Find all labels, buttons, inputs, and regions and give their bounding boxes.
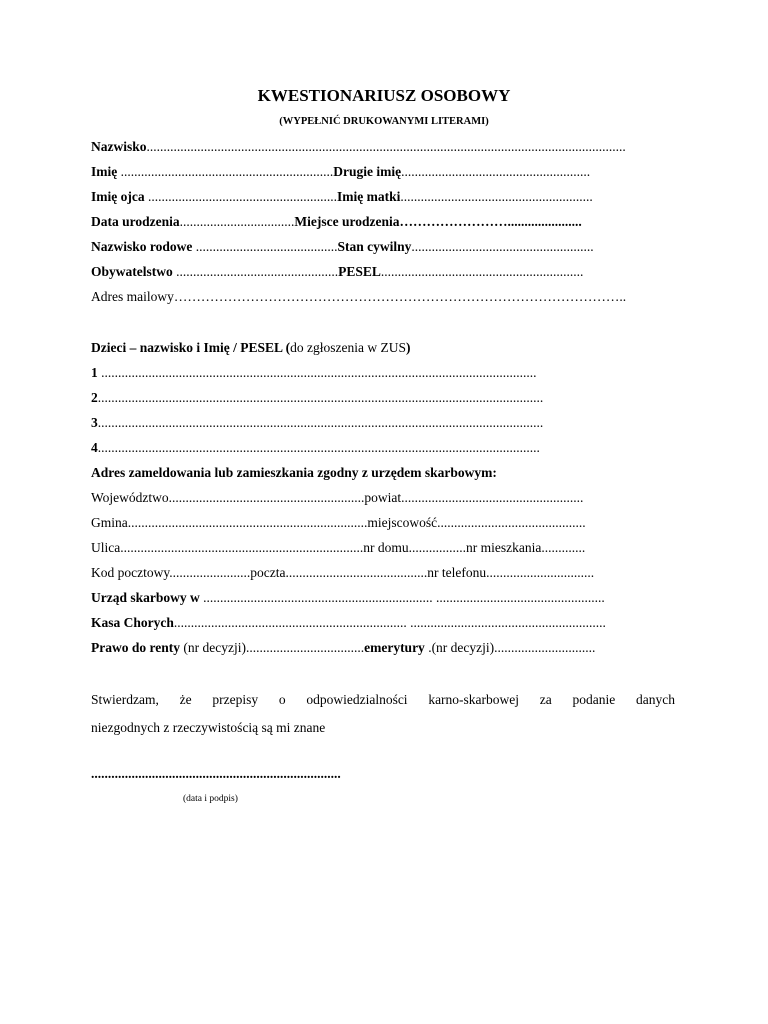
pesel-dots[interactable]: ............................................................ (380, 264, 584, 279)
child-row-3[interactable] (91, 412, 675, 437)
field-street[interactable] (91, 537, 675, 562)
pension-note: (nr decyzji) (180, 640, 246, 655)
spacer (91, 311, 675, 337)
citizenship-label: Obywatelstwo (91, 264, 173, 279)
child-dots[interactable]: ................................................................................................................................. (97, 365, 537, 380)
phone-dots[interactable]: ................................ (486, 565, 595, 580)
house-number-label: nr domu (363, 540, 409, 555)
children-heading (91, 337, 675, 362)
pesel-label: PESEL (338, 264, 381, 279)
mother-name-label: Imię matki (336, 189, 401, 204)
birth-place-dots[interactable]: ……………………...................... (399, 214, 582, 229)
post-office-dots[interactable]: .......................................... (285, 565, 428, 580)
postal-code-label: Kod pocztowy (91, 565, 170, 580)
house-number-dots[interactable]: ................. (408, 540, 466, 555)
child-row-4[interactable] (91, 437, 675, 462)
voivodeship-label: Województwo (91, 490, 169, 505)
street-label: Ulica (91, 540, 121, 555)
field-postal[interactable] (91, 562, 675, 587)
child-dots[interactable]: .................................................................................................................................... (97, 390, 544, 405)
pension-label: Prawo do renty (91, 640, 180, 655)
birth-place-label: Miejsce urodzenia (294, 214, 400, 229)
field-birth[interactable] (91, 211, 675, 236)
town-dots[interactable]: ............................................ (437, 515, 586, 530)
field-commune-town[interactable] (91, 512, 675, 537)
county-label: powiat (364, 490, 402, 505)
first-name-label: Imię (91, 164, 118, 179)
child-row-2[interactable] (91, 387, 675, 412)
marital-status-label: Stan cywilny (337, 239, 412, 254)
document-title: KWESTIONARIUSZ OSOBOWY (257, 86, 511, 105)
child-number: 1 (91, 365, 98, 380)
flat-number-label: nr mieszkania (466, 540, 542, 555)
field-email[interactable] (91, 286, 675, 311)
commune-dots[interactable]: ....................................................................... (127, 515, 368, 530)
commune-label: Gmina (91, 515, 128, 530)
county-dots[interactable]: ...................................................... (401, 490, 584, 505)
retirement-note: .(nr decyzji) (424, 640, 495, 655)
field-pension[interactable] (91, 637, 675, 662)
email-label: Adres mailowy (91, 289, 174, 304)
retirement-label: emerytury (364, 640, 425, 655)
town-label: miejscowość (367, 515, 438, 530)
phone-label: nr telefonu (427, 565, 487, 580)
voivodeship-dots[interactable]: .......................................................... (168, 490, 365, 505)
mother-name-dots[interactable]: ......................................................... (400, 189, 593, 204)
father-name-dots[interactable]: ........................................................ (144, 189, 337, 204)
postal-code-dots[interactable]: ........................ (169, 565, 251, 580)
birth-date-dots[interactable]: .................................. (179, 214, 295, 229)
child-row-1[interactable] (91, 362, 675, 387)
field-maiden-marital[interactable] (91, 236, 675, 261)
child-number: 3 (91, 415, 98, 430)
flat-number-dots[interactable]: ............. (541, 540, 586, 555)
tax-office-dots[interactable]: .................................................................... .................................................. (199, 590, 605, 605)
health-fund-dots[interactable]: ..................................................................... .......................................................... (173, 615, 606, 630)
field-voivodeship-county[interactable] (91, 487, 675, 512)
child-number: 4 (91, 440, 98, 455)
tax-office-label: Urząd skarbowy w (91, 590, 200, 605)
second-name-label: Drugie imię (333, 164, 402, 179)
email-dots[interactable]: ……………………………………………………………………………………….. (173, 289, 627, 304)
field-tax-office[interactable] (91, 587, 675, 612)
address-heading-text: Adres zameldowania lub zamieszkania zgodny z urzędem skarbowym: (91, 465, 497, 480)
first-name-dots[interactable]: ............................................................... (117, 164, 334, 179)
field-surname[interactable] (91, 136, 675, 161)
child-dots[interactable]: ................................................................................................................................... (97, 440, 540, 455)
child-number: 2 (91, 390, 98, 405)
street-dots[interactable]: ........................................................................ (120, 540, 364, 555)
second-name-dots[interactable]: ........................................................ (401, 164, 591, 179)
document-subtitle: (WYPEŁNIĆ DRUKOWANYMI LITERAMI) (279, 116, 489, 127)
children-heading-note: do zgłoszenia w ZUS (290, 340, 406, 355)
marital-status-dots[interactable]: ...................................................... (411, 239, 594, 254)
field-names[interactable] (91, 161, 675, 186)
retirement-dots[interactable]: .............................. (494, 640, 596, 655)
signature-caption: (data i podpis) (183, 794, 238, 804)
post-office-label: poczta (250, 565, 286, 580)
statement-line-1: Stwierdzam, że przepisy o odpowiedzialności karno-skarbowej za podanie danych (91, 692, 675, 707)
address-heading (91, 462, 675, 487)
field-citizenship-pesel[interactable] (91, 261, 675, 286)
maiden-name-label: Nazwisko rodowe (91, 239, 193, 254)
father-name-label: Imię ojca (91, 189, 145, 204)
pension-dots[interactable]: ................................... (245, 640, 365, 655)
citizenship-dots[interactable]: ................................................ (172, 264, 339, 279)
field-parents[interactable] (91, 186, 675, 211)
birth-date-label: Data urodzenia (91, 214, 180, 229)
children-heading-close: ) (405, 340, 411, 355)
statement-line-2: niezgodnych z rzeczywistością są mi znane (91, 720, 326, 735)
form-body (91, 136, 675, 662)
surname-label: Nazwisko (91, 139, 147, 154)
maiden-name-dots[interactable]: .......................................... (192, 239, 338, 254)
field-health-fund[interactable] (91, 612, 675, 637)
statement (91, 686, 675, 742)
children-heading-bold: Dzieci – nazwisko i Imię / PESEL ( (91, 340, 291, 355)
surname-dots[interactable]: .............................................................................................................................................. (146, 139, 626, 154)
health-fund-label: Kasa Chorych (91, 615, 174, 630)
child-dots[interactable]: .................................................................................................................................... (97, 415, 544, 430)
signature-line[interactable]: .......................................................................... (91, 766, 341, 781)
